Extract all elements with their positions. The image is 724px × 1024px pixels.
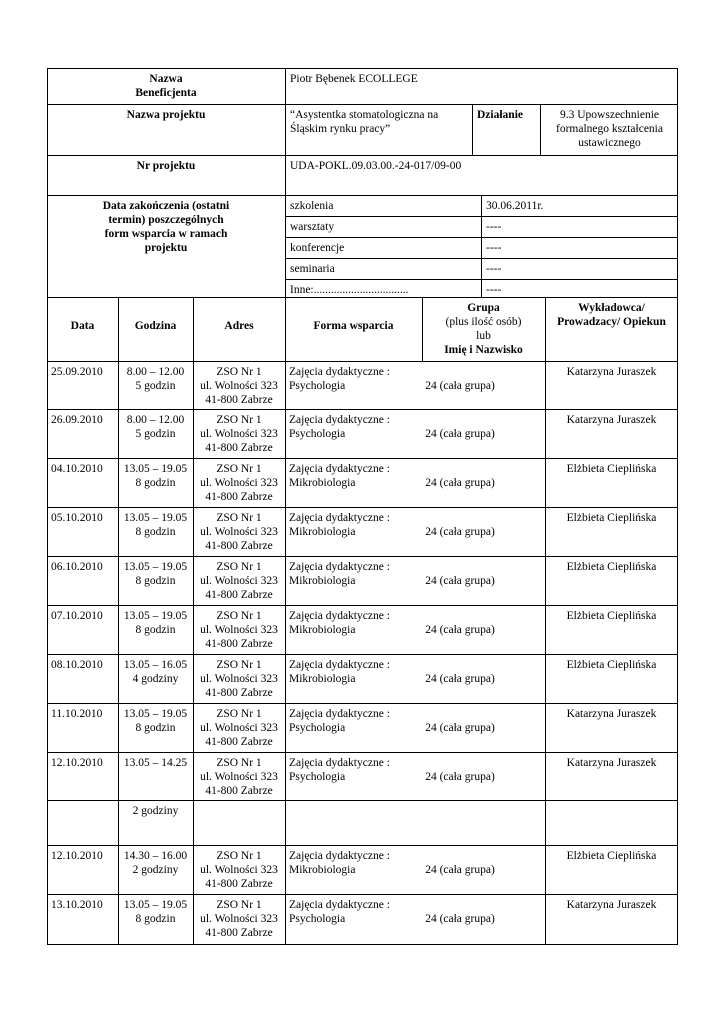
row-group: 24 (cała grupa)	[425, 428, 495, 440]
row-group: 24 (cała grupa)	[425, 722, 495, 734]
row-address-street: ul. Wolności 323	[200, 624, 278, 636]
row-time-range: 13.05 – 19.05	[123, 899, 188, 911]
row-date: 13.10.2010	[51, 899, 103, 911]
row-address-school: ZSO Nr 1	[216, 850, 262, 862]
row-lecturer: Katarzyna Juraszek	[566, 366, 657, 378]
row-group: 24 (cała grupa)	[425, 477, 495, 489]
row-form-subject: Psychologia	[289, 771, 346, 783]
row-address-street: ul. Wolności 323	[200, 722, 278, 734]
row-hours: 4 godziny	[132, 673, 179, 685]
project-number-value: UDA-POKL.09.03.00.-24-017/09-00	[290, 160, 462, 172]
form-name-conferences: konferencje	[290, 242, 345, 254]
row-form-subject: Psychologia	[289, 722, 346, 734]
row-address-school: ZSO Nr 1	[216, 561, 262, 573]
form-value-workshops: ----	[486, 221, 502, 233]
row-hours: 8 godzin	[135, 477, 176, 489]
row-date: 26.09.2010	[51, 414, 103, 426]
row-time-range: 13.05 – 19.05	[123, 561, 188, 573]
row-address	[193, 895, 285, 943]
row-form-subject: Psychologia	[289, 380, 346, 392]
row-lecturer: Elżbieta Cieplińska	[566, 850, 657, 862]
row-address	[193, 606, 285, 654]
header-group	[422, 298, 545, 360]
row-lecturer: Elżbieta Cieplińska	[566, 463, 657, 475]
project-name-label: Nazwa projektu	[126, 109, 206, 121]
row-date: 07.10.2010	[51, 610, 103, 622]
row-form-subject: Mikrobiologia	[289, 575, 356, 587]
form-value-conferences: ----	[486, 242, 502, 254]
row-time	[118, 508, 193, 542]
row-address-street: ul. Wolności 323	[200, 913, 278, 925]
form-name-training: szkolenia	[290, 200, 334, 212]
row-address-city: 41-800 Zabrze	[205, 736, 273, 748]
beneficiary-label: Nazwa Beneficjenta	[135, 73, 197, 99]
row-time-range: 8.00 – 12.00	[126, 366, 185, 378]
row-time-range: 13.05 – 19.05	[123, 463, 188, 475]
row-lecturer: Elżbieta Cieplińska	[566, 561, 657, 573]
row-lecturer: Elżbieta Cieplińska	[566, 610, 657, 622]
row-address-city: 41-800 Zabrze	[205, 878, 273, 890]
row-address	[193, 655, 285, 703]
row-time	[118, 557, 193, 591]
row-form-type: Zajęcia dydaktyczne :	[289, 610, 390, 622]
row-form-type: Zajęcia dydaktyczne :	[289, 757, 390, 769]
row-form-type: Zajęcia dydaktyczne :	[289, 850, 390, 862]
row-hours: 8 godzin	[135, 526, 176, 538]
row-address-school: ZSO Nr 1	[216, 708, 262, 720]
row-lecturer: Katarzyna Juraszek	[566, 414, 657, 426]
header-group-name: Imię i Nazwisko	[444, 344, 523, 356]
form-value-seminars: ----	[486, 263, 502, 275]
row-date: 04.10.2010	[51, 463, 103, 475]
row-address-street: ul. Wolności 323	[200, 526, 278, 538]
row-group	[380, 815, 540, 821]
row-time	[118, 704, 193, 738]
row-time-range: 8.00 – 12.00	[126, 414, 185, 426]
row-address-street: ul. Wolności 323	[200, 673, 278, 685]
row-support-form	[285, 801, 422, 807]
row-address	[193, 362, 285, 410]
row-form-subject: Mikrobiologia	[289, 477, 356, 489]
form-name-other: Inne:.................................	[290, 284, 409, 296]
row-lecturer	[545, 801, 678, 807]
row-address-street: ul. Wolności 323	[200, 477, 278, 489]
row-form-type: Zajęcia dydaktyczne :	[289, 414, 390, 426]
row-address-city: 41-800 Zabrze	[205, 687, 273, 699]
row-address-street: ul. Wolności 323	[200, 771, 278, 783]
row-time-range: 13.05 – 14.25	[123, 757, 188, 769]
row-address	[193, 557, 285, 605]
row-group: 24 (cała grupa)	[425, 913, 495, 925]
row-address	[193, 410, 285, 458]
row-date: 12.10.2010	[51, 850, 103, 862]
row-address-school: ZSO Nr 1	[216, 659, 262, 671]
form-value-other: ----	[486, 284, 502, 296]
row-lecturer: Katarzyna Juraszek	[566, 708, 657, 720]
row-address-city: 41-800 Zabrze	[205, 491, 273, 503]
row-group: 24 (cała grupa)	[425, 575, 495, 587]
row-time	[118, 846, 193, 880]
row-time-range: 13.05 – 16.05	[123, 659, 188, 671]
row-form-subject: Mikrobiologia	[289, 526, 356, 538]
row-form-type: Zajęcia dydaktyczne :	[289, 659, 390, 671]
row-hours: 8 godzin	[135, 624, 176, 636]
row-form-type: Zajęcia dydaktyczne :	[289, 708, 390, 720]
row-time	[118, 362, 193, 396]
row-time-range: 13.05 – 19.05	[123, 610, 188, 622]
row-form-type: Zajęcia dydaktyczne :	[289, 561, 390, 573]
row-form-type: Zajęcia dydaktyczne :	[289, 512, 390, 524]
row-address-city: 41-800 Zabrze	[205, 442, 273, 454]
header-time: Godzina	[134, 320, 177, 332]
row-address-school: ZSO Nr 1	[216, 366, 262, 378]
row-form-type: Zajęcia dydaktyczne :	[289, 463, 390, 475]
row-form-subject: Mikrobiologia	[289, 624, 356, 636]
beneficiary-value: Piotr Bębenek ECOLLEGE	[290, 73, 418, 85]
row-group: 24 (cała grupa)	[425, 526, 495, 538]
row-group: 24 (cała grupa)	[425, 771, 495, 783]
row-lecturer: Katarzyna Juraszek	[566, 899, 657, 911]
row-address-school: ZSO Nr 1	[216, 757, 262, 769]
row-hours: 8 godzin	[135, 722, 176, 734]
row-time	[118, 410, 193, 444]
row-form-type: Zajęcia dydaktyczne :	[289, 366, 390, 378]
project-name-value: “Asystentka stomatologiczna na Śląskim rynku pracy”	[290, 109, 439, 135]
row-lecturer: Katarzyna Juraszek	[566, 757, 657, 769]
form-value-training: 30.06.2011r.	[486, 200, 544, 212]
form-name-seminars: seminaria	[290, 263, 335, 275]
row-date	[47, 801, 118, 807]
row-hours: 5 godzin	[135, 380, 176, 392]
row-address-street: ul. Wolności 323	[200, 380, 278, 392]
row-form-type: Zajęcia dydaktyczne :	[289, 899, 390, 911]
row-address-street: ul. Wolności 323	[200, 575, 278, 587]
row-address-city: 41-800 Zabrze	[205, 589, 273, 601]
row-hours: 8 godzin	[135, 913, 176, 925]
action-value: 9.3 Upowszechnienie formalnego kształcenia ustawicznego	[556, 109, 663, 149]
row-hours: 5 godzin	[135, 428, 176, 440]
row-group: 24 (cała grupa)	[425, 380, 495, 392]
header-group-title: Grupa	[467, 302, 500, 314]
row-time	[118, 606, 193, 640]
row-form-subject: Psychologia	[289, 428, 346, 440]
row-time	[118, 655, 193, 689]
row-address-school: ZSO Nr 1	[216, 414, 262, 426]
row-time	[118, 895, 193, 929]
row-time-range: 14.30 – 16.00	[123, 850, 188, 862]
row-date: 08.10.2010	[51, 659, 103, 671]
row-group: 24 (cała grupa)	[425, 864, 495, 876]
row-address-school: ZSO Nr 1	[216, 463, 262, 475]
row-date: 12.10.2010	[51, 757, 103, 769]
row-address-city: 41-800 Zabrze	[205, 540, 273, 552]
row-address-school: ZSO Nr 1	[216, 610, 262, 622]
row-time-range: 13.05 – 19.05	[123, 708, 188, 720]
header-lecturer: Wykładowca/ Prowadzacy/ Opiekun	[557, 302, 666, 328]
row-form-subject: Psychologia	[289, 913, 346, 925]
row-date: 06.10.2010	[51, 561, 103, 573]
row-lecturer: Elżbieta Cieplińska	[566, 512, 657, 524]
row-address-city: 41-800 Zabrze	[205, 927, 273, 939]
row-address-city: 41-800 Zabrze	[205, 785, 273, 797]
form-name-workshops: warsztaty	[290, 221, 335, 233]
row-time	[118, 801, 193, 821]
row-hours: 8 godzin	[135, 575, 176, 587]
row-form-subject: Mikrobiologia	[289, 673, 356, 685]
row-date: 11.10.2010	[51, 708, 103, 720]
header-support-form: Forma wsparcia	[313, 320, 394, 332]
row-address	[193, 459, 285, 507]
project-number-label: Nr projektu	[136, 160, 196, 172]
row-address	[193, 508, 285, 556]
row-hours: 2 godziny	[132, 864, 179, 876]
row-address-city: 41-800 Zabrze	[205, 394, 273, 406]
row-address	[193, 846, 285, 894]
row-address-school: ZSO Nr 1	[216, 512, 262, 524]
row-group: 24 (cała grupa)	[425, 624, 495, 636]
row-address	[193, 704, 285, 752]
row-date: 25.09.2010	[51, 366, 103, 378]
row-group: 24 (cała grupa)	[425, 673, 495, 685]
row-address	[193, 753, 285, 801]
action-label: Działanie	[477, 109, 523, 121]
row-address-street: ul. Wolności 323	[200, 864, 278, 876]
row-time	[118, 753, 193, 773]
row-form-subject: Mikrobiologia	[289, 864, 356, 876]
row-date: 05.10.2010	[51, 512, 103, 524]
header-group-subtitle: (plus ilość osób) lub	[445, 316, 522, 342]
header-address: Adres	[224, 320, 254, 332]
row-hours: 2 godziny	[132, 805, 179, 817]
row-address-street: ul. Wolności 323	[200, 428, 278, 440]
row-address	[193, 801, 285, 807]
end-date-label: Data zakończenia (ostatni termin) poszczególnych form wsparcia w ramach projektu	[102, 200, 230, 254]
row-lecturer: Elżbieta Cieplińska	[566, 659, 657, 671]
row-address-school: ZSO Nr 1	[216, 899, 262, 911]
row-address-city: 41-800 Zabrze	[205, 638, 273, 650]
row-time	[118, 459, 193, 493]
header-date: Data	[70, 320, 95, 332]
row-time-range: 13.05 – 19.05	[123, 512, 188, 524]
